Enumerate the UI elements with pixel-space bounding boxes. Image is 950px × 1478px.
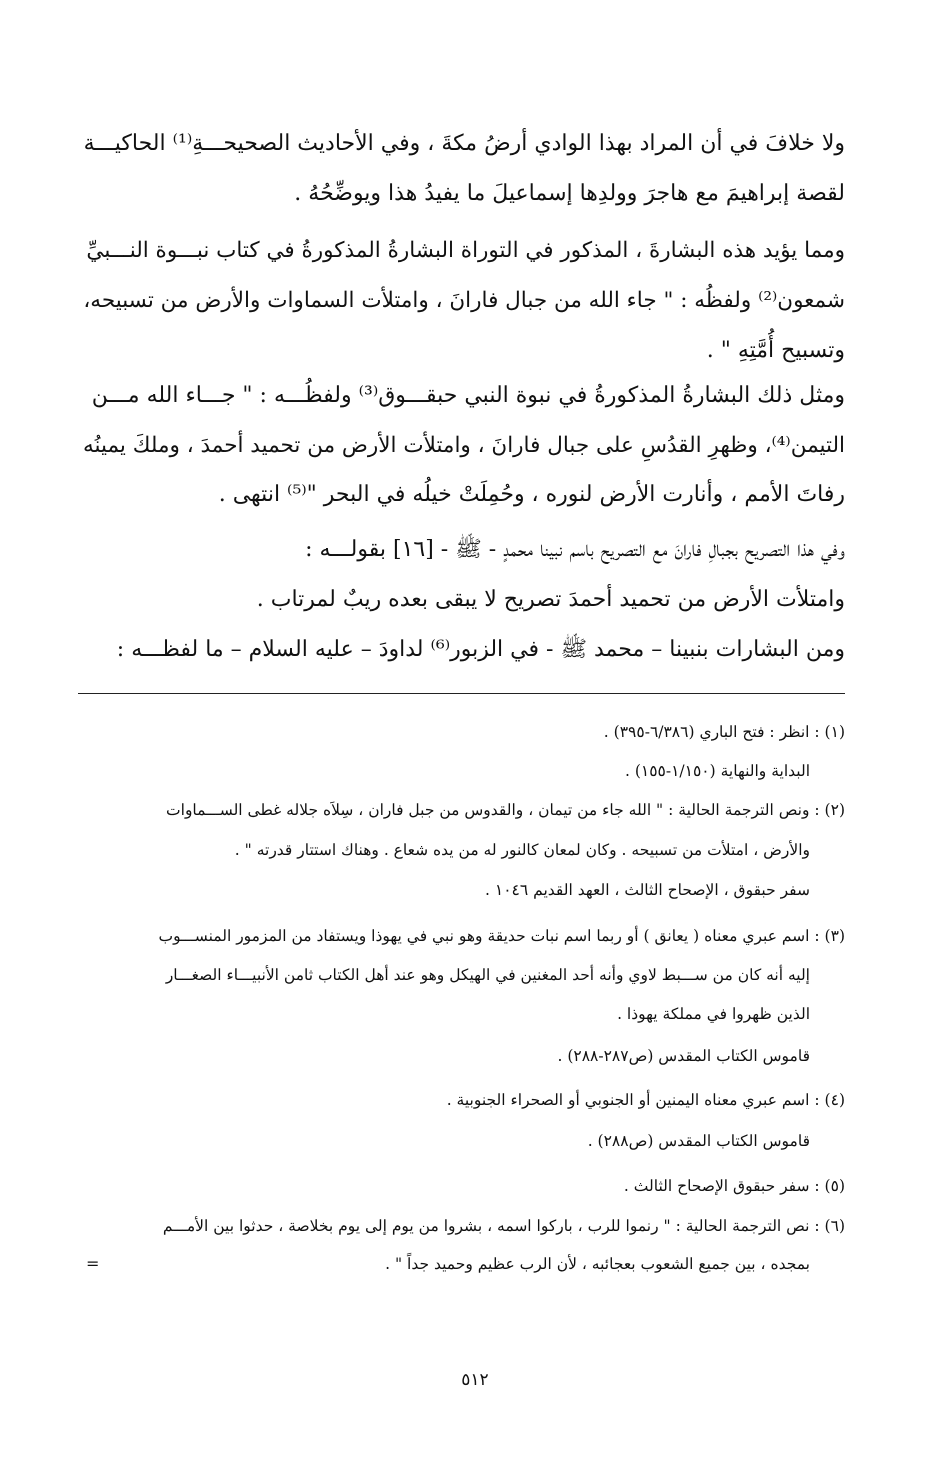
body-line: ولا خلافَ في أن المراد بهذا الوادي أرضُ مكةَ ، وفي الأحاديث الصحيحـــةِ⁽¹⁾ الحاكيـــة — [83, 131, 845, 156]
footnote-source: البداية والنهاية (١/١٥٠-١٥٥) . — [624, 762, 810, 780]
footnote-line: (١) : انظر : فتح الباري (٦/٣٨٦-٣٩٥) . — [603, 723, 845, 741]
body-line: لقصة إبراهيمَ مع هاجرَ وولدِها إسماعيلَ ما يفيدُ هذا ويوضِّحُهُ . — [294, 181, 845, 206]
body-line: ومما يؤيد هذه البشارةَ ، المذكور في التوراة البشارةُ المذكورةُ في كتاب نبـــوة النـــبيِّ — [86, 238, 845, 263]
body-line: رفاتَ الأمم ، وأنارت الأرض لنوره ، وحُمِلَتْ خيلُه في البحر "⁽⁵⁾ انتهى . — [218, 482, 845, 507]
footnote-line: والأرض ، امتلأت من تسبيحه . وكان لمعان كالنور له من يده شعاع . وهناك استتار قدرته " . — [234, 841, 810, 859]
footnote-line: الذين ظهروا في مملكة يهوذا . — [617, 1005, 810, 1023]
page-number: ٥١٢ — [461, 1370, 489, 1390]
footnote-source: قاموس الكتاب المقدس (ص٢٨٧-٢٨٨) . — [557, 1047, 810, 1065]
body-line: وامتلأت الأرض من تحميد أحمدَ تصريح لا يبقى بعده ريبٌ لمرتاب . — [256, 587, 845, 612]
body-line: وفي هذا التصريح بجبالِ فارانَ مع التصريح باسم نبينا محمدٍ - ﷺ - [١٦] بقولـــه : — [305, 537, 845, 562]
body-line: ومن البشارات بنبينا – محمد ﷺ - في الزبور⁽⁶⁾ لداودَ – عليه السلام – ما لفظـــه : — [116, 637, 845, 662]
footnote-line: بمجده ، بين جميع الشعوب بعجائبه ، لأن الرب عظيم وحميد جداً " . — [385, 1255, 810, 1273]
footnote-line: إليه أنه كان من ســـبط لاوي وأنه أحد المغنين في الهيكل وهو عند أهل الكتاب ثامن الأنبيـــاء الصغـــار — [165, 966, 810, 984]
footnote-line: (٥) : سفر حبقوق الإصحاح الثالث . — [623, 1177, 845, 1195]
footnote-line: (٤) : اسم عبري معناه اليمنين أو الجنوبي أو الصحراء الجنوبية . — [446, 1091, 845, 1109]
footnote-source: قاموس الكتاب المقدس (ص٢٨٨) . — [587, 1132, 810, 1150]
footnote-line: (٣) : اسم عبري معناه ( يعانق ) أو ربما اسم نبات حديقة وهو نبي في يهوذا ويستفاد من المزمور المنســـوب — [158, 927, 845, 945]
body-line: التيمن⁽⁴⁾، وظهرِ القدُسِ على جبال فارانَ ، وامتلأت الأرض من تحميد أحمدَ ، وملكَ يمينُه — [83, 433, 845, 458]
continuation-mark: = — [86, 1254, 100, 1273]
footnote-source: سفر حبقوق ، الإصحاح الثالث ، العهد القديم ١٠٤٦ . — [485, 881, 810, 899]
footnote-separator — [78, 693, 845, 694]
footnote-line: (٢) : ونص الترجمة الحالية : " الله جاء من تيمان ، والقدوس من جبل فاران ، سِلاَه جلاله غطى الســـماوات — [166, 801, 845, 819]
body-line: شمعون⁽²⁾ ولفظُه : " جاء الله من جبال فارانَ ، وامتلأت السماوات والأرض من تسبيحه، — [83, 288, 845, 313]
body-line: ومثل ذلك البشارةُ المذكورةُ في نبوة النبي حبقـــوق⁽³⁾ ولفظُـــه : " جـــاء الله مـــن — [91, 383, 845, 408]
footnote-line: (٦) : نص الترجمة الحالية : " رنموا للرب ، باركوا اسمه ، بشروا من يوم إلى يوم بخلاصة ، حدثوا بين الأمـــم — [162, 1217, 845, 1235]
body-line: وتسبيح أُمَّتِهِ " . — [706, 338, 845, 363]
